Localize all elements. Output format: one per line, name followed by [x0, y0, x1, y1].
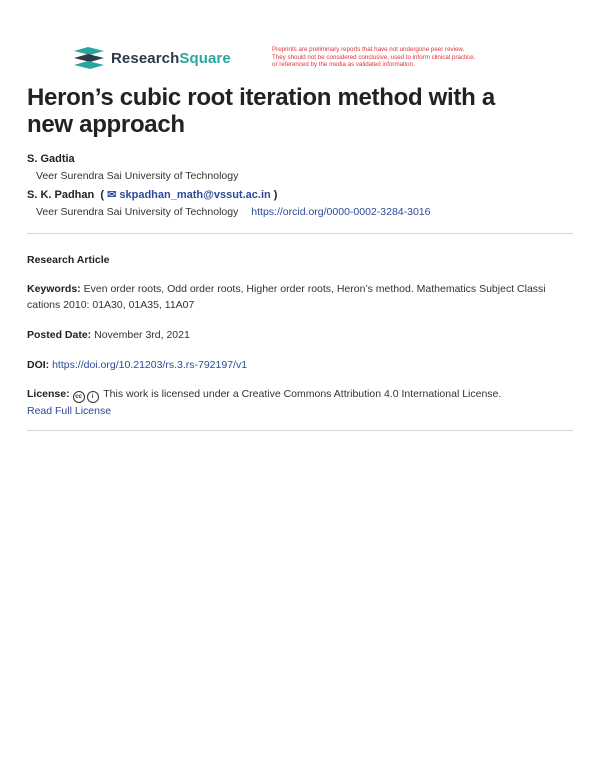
- license-text: This work is licensed under a Creative Commons Attribution 4.0 International License.: [103, 388, 502, 400]
- research-square-logo-icon: [74, 47, 104, 69]
- preprint-disclaimer: [272, 46, 542, 69]
- author-email-link[interactable]: [107, 189, 271, 201]
- posted-date-row: [27, 327, 557, 343]
- doi-link[interactable]: https://doi.org/10.21203/rs.3.rs-792197/v1: [52, 359, 248, 371]
- author-name: S. Gadtia: [27, 153, 75, 165]
- logo-word-research: Research: [111, 49, 180, 67]
- license-label: License:: [27, 388, 70, 400]
- author-affiliation: Veer Surendra Sai University of Technology: [36, 206, 239, 218]
- logo-wordmark: [111, 50, 231, 67]
- divider: [27, 430, 573, 431]
- disclaimer-line: or referenced by the media as validated information.: [272, 61, 415, 69]
- license-row: [27, 386, 557, 419]
- author-email: skpadhan_math@vssut.ac.in: [119, 189, 271, 201]
- posted-date-label: Posted Date:: [27, 329, 92, 341]
- creative-commons-icon: cc: [73, 391, 85, 403]
- read-full-license-link[interactable]: Read Full License: [27, 405, 112, 417]
- orcid-link[interactable]: https://orcid.org/0000-0002-3284-3016: [251, 206, 431, 218]
- doi-row: [27, 357, 557, 373]
- author-affiliation-row: [36, 206, 430, 218]
- envelope-icon: ✉: [107, 189, 117, 201]
- logo-word-square: Square: [179, 49, 231, 67]
- page-title: Heron’s cubic root iteration method with a new approach: [27, 84, 495, 138]
- email-paren: ): [273, 189, 278, 201]
- disclaimer-line: They should not be considered conclusive, used to inform clinical practice,: [272, 53, 476, 61]
- attribution-icon: i: [87, 391, 99, 403]
- doi-label: DOI:: [27, 359, 50, 371]
- author-name: S. K. Padhan: [27, 189, 95, 201]
- disclaimer-line: Preprints are preliminary reports that have not undergone peer review.: [272, 46, 465, 53]
- author-name-with-email: [27, 188, 277, 201]
- email-paren: (: [97, 189, 105, 201]
- keywords-label: Keywords:: [27, 283, 81, 295]
- keywords-row: [27, 281, 557, 313]
- keywords-text: Even order roots, Odd order roots, Higher order roots, Heron’s method. Mathematics Subject Classi cations 2010: 01A30, 01A35, 11A07: [27, 283, 546, 311]
- research-square-logo[interactable]: [74, 47, 231, 69]
- article-type: Research Article: [27, 254, 110, 266]
- divider: [27, 233, 573, 234]
- author-affiliation: Veer Surendra Sai University of Technology: [36, 170, 239, 182]
- posted-date: November 3rd, 2021: [94, 329, 190, 341]
